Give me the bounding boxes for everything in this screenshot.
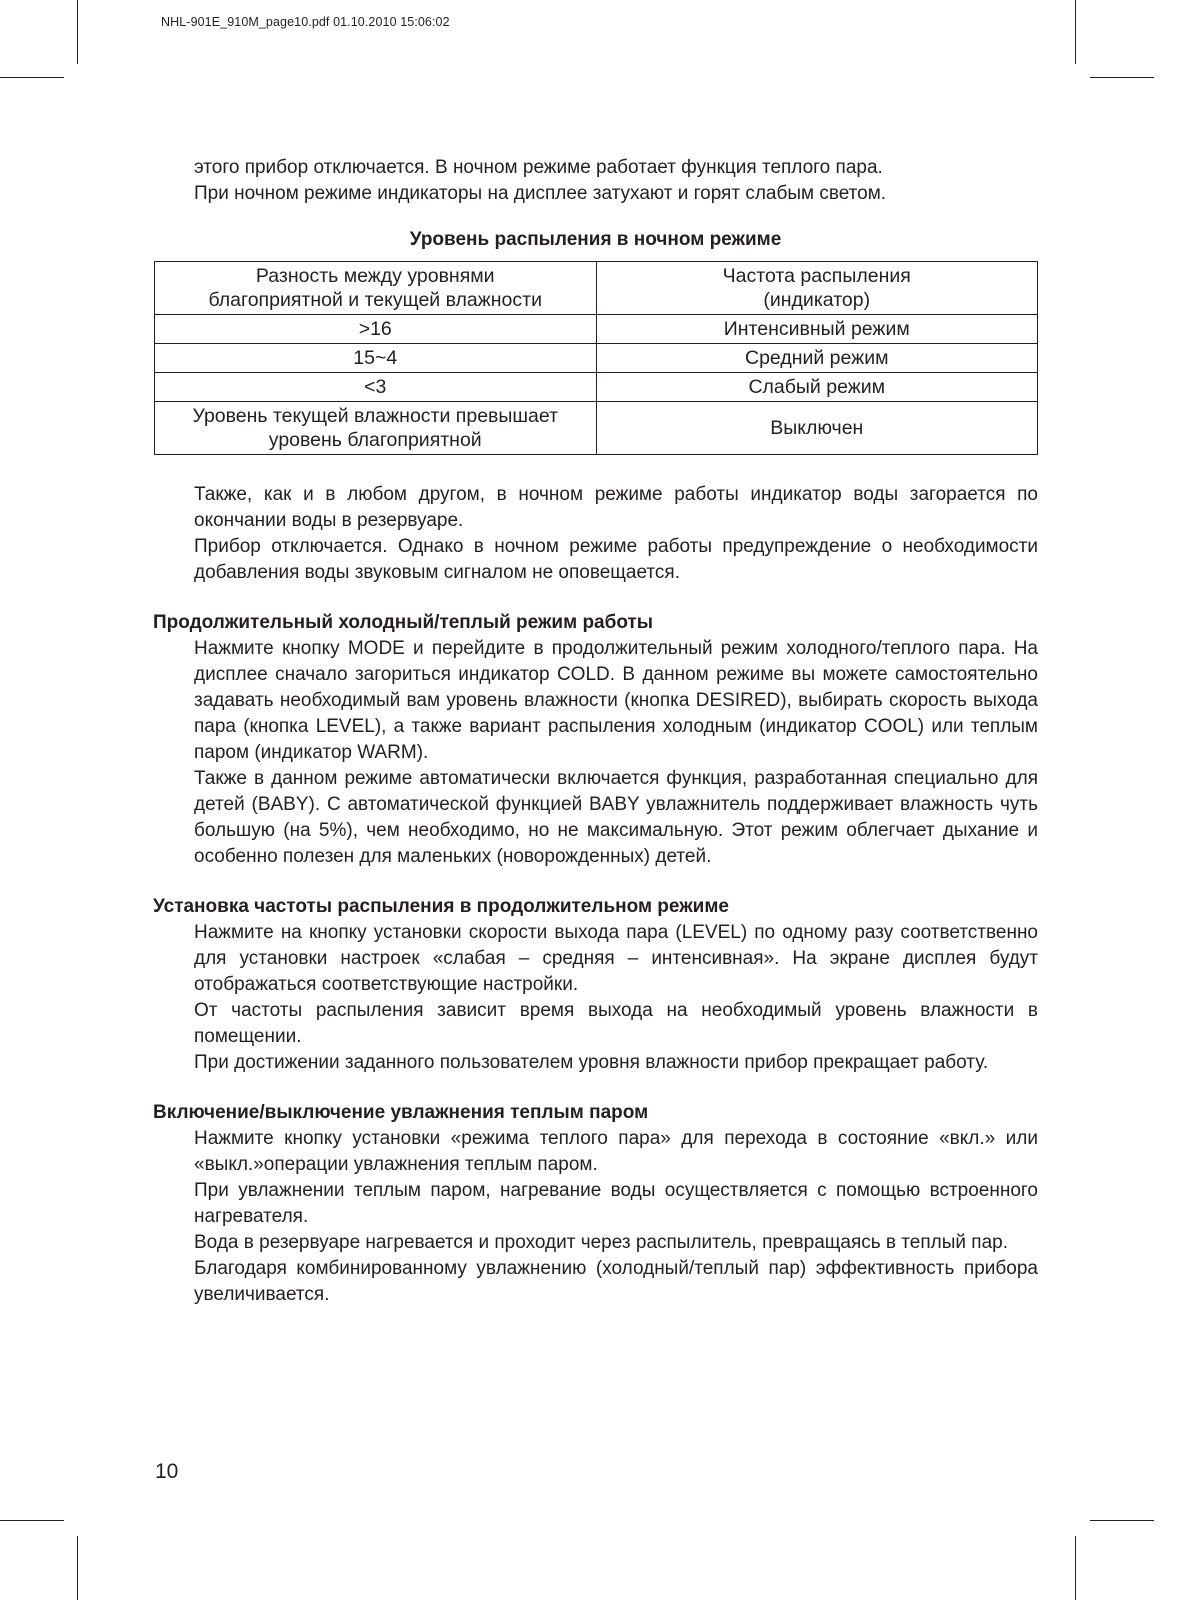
table-row <box>155 344 1038 373</box>
section-continuous-mode <box>153 610 1038 870</box>
section-paragraph: Нажмите на кнопку установки скорости выхода пара (LEVEL) по одному разу соответственно для установки настроек «слабая – средняя – интенсивная». На экране дисплея будут отображаться соответствующие настройки. <box>194 922 1038 995</box>
header-frequency <box>596 262 1038 315</box>
header-difference-line-2: благоприятной и текущей влажности <box>208 289 542 311</box>
crop-mark-top-left-vertical <box>77 0 78 64</box>
section-paragraph: Нажмите кнопку MODE и перейдите в продолжительный режим холодного/теплого пара. На дисплее сначало загориться индикатор COLD. В данном режиме вы можете самостоятельно задавать необходимый вам уровень влажности (кнопка DESIRED), выбирать скорость выхода пара (кнопка LEVEL), а также вариант распыления холодным (индикатор COOL) или теплым паром (индикатор WARM). <box>194 638 1038 763</box>
cell-frequency: Выключен <box>596 402 1038 455</box>
night-mode-table <box>154 261 1038 455</box>
header-frequency-line-1: Частота распыления <box>722 265 911 287</box>
table-row <box>155 315 1038 344</box>
cell-difference: <3 <box>155 373 597 402</box>
section-title: Включение/выключение увлажнения теплым паром <box>153 1102 649 1123</box>
section-paragraph: При увлажнении теплым паром, нагревание воды осуществляется с помощью встроенного нагревателя. <box>194 1180 1038 1227</box>
section-paragraph: Вода в резервуаре нагревается и проходит через распылитель, превращаясь в теплый пар. <box>194 1232 1008 1253</box>
section-paragraph: При достижении заданного пользователем уровня влажности прибор прекращает работу. <box>194 1052 989 1073</box>
print-file-info: NHL-901E_910M_page10.pdf 01.10.2010 15:06:02 <box>161 15 450 29</box>
crop-mark-top-right-vertical <box>1075 0 1076 64</box>
cell-frequency: Интенсивный режим <box>596 315 1038 344</box>
cell-difference-line-2: уровень благоприятной <box>268 429 482 451</box>
page-number: 10 <box>155 1460 179 1483</box>
page-content <box>153 155 1038 1308</box>
section-paragraph: Благодаря комбинированному увлажнению (холодный/теплый пар) эффективность прибора увеличивается. <box>194 1258 1038 1305</box>
cell-difference: >16 <box>155 315 597 344</box>
table-row <box>155 373 1038 402</box>
section-frequency-setting <box>153 894 1038 1076</box>
crop-mark-bottom-right-vertical <box>1075 1536 1076 1600</box>
table-header-row <box>155 262 1038 315</box>
section-paragraph: От частоты распыления зависит время выхода на необходимый уровень влажности в помещении. <box>194 1000 1038 1047</box>
after-table-paragraph-1: Также, как и в любом другом, в ночном режиме работы индикатор воды загорается по окончании воды в резервуаре. <box>194 484 1038 531</box>
crop-mark-top-right-horizontal <box>1090 77 1154 78</box>
after-table-paragraph-2: Прибор отключается. Однако в ночном режиме работы предупреждение о необходимости добавления воды звуковым сигналом не оповещается. <box>194 536 1038 583</box>
intro-line-1: этого прибор отключается. В ночном режиме работает функция теплого пара. <box>194 157 883 178</box>
cell-difference-line-1: Уровень текущей влажности превышает <box>192 405 559 427</box>
section-paragraph: Также в данном режиме автоматически включается функция, разработанная специально для детей (BABY). С автоматической функцией BABY увлажнитель поддерживает влажность чуть большую (на 5%), чем необходимо, но не максимальную. Этот режим облегчает дыхание и особенно полезен для маленьких (новорожденных) детей. <box>194 768 1038 867</box>
table-row <box>155 402 1038 455</box>
cell-difference <box>155 402 597 455</box>
header-frequency-line-2: (индикатор) <box>763 289 871 311</box>
crop-mark-bottom-left-horizontal <box>0 1520 64 1521</box>
table-title: Уровень распыления в ночном режиме <box>409 229 782 250</box>
crop-mark-bottom-right-horizontal <box>1090 1520 1154 1521</box>
intro-line-2: При ночном режиме индикаторы на дисплее затухают и горят слабым светом. <box>194 183 887 204</box>
cell-frequency: Средний режим <box>596 344 1038 373</box>
section-warm-steam <box>153 1100 1038 1308</box>
header-difference-line-1: Разность между уровнями <box>255 265 495 287</box>
cell-difference: 15~4 <box>155 344 597 373</box>
crop-mark-bottom-left-vertical <box>77 1536 78 1600</box>
section-title: Продолжительный холодный/теплый режим работы <box>153 612 654 633</box>
crop-mark-top-left-horizontal <box>0 77 64 78</box>
cell-frequency: Слабый режим <box>596 373 1038 402</box>
section-paragraph: Нажмите кнопку установки «режима теплого пара» для перехода в состояние «вкл.» или «выкл.»операции увлажнения теплым паром. <box>194 1128 1038 1175</box>
header-difference <box>155 262 597 315</box>
section-title: Установка частоты распыления в продолжительном режиме <box>153 896 729 917</box>
